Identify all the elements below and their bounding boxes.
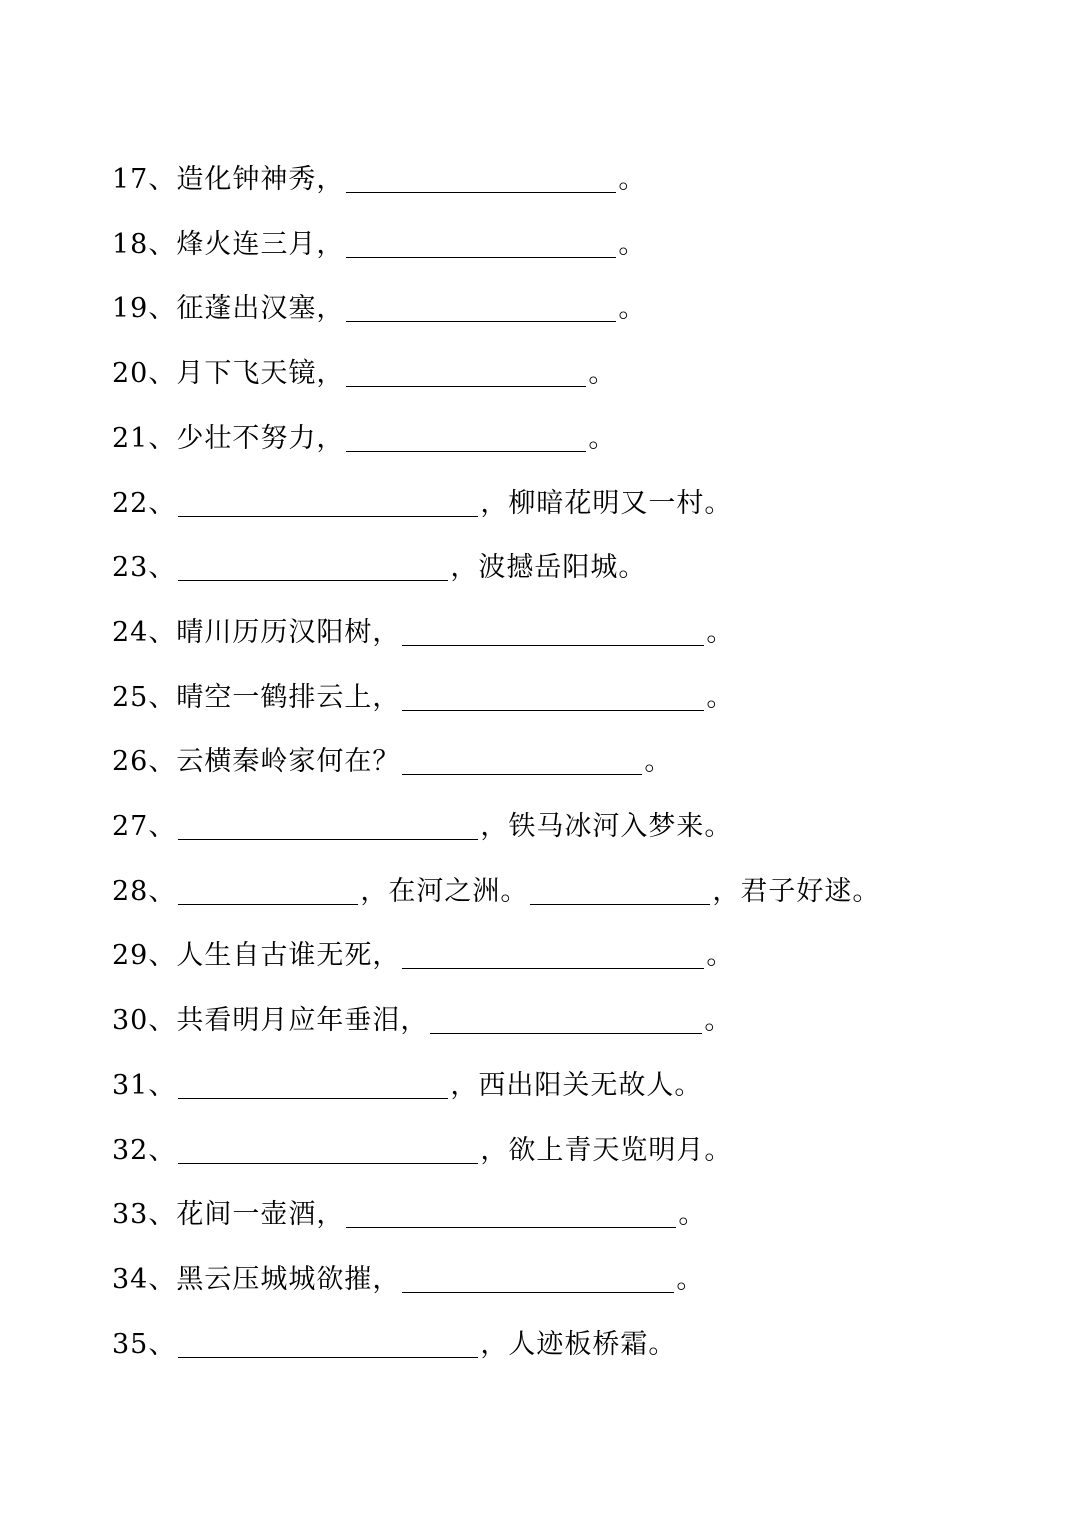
question-number: 20、 xyxy=(112,358,177,390)
poem-text: 。 xyxy=(706,681,735,713)
answer-blank[interactable] xyxy=(402,1291,674,1293)
poem-text: ，人迹板桥霜。 xyxy=(480,1328,677,1360)
question-number: 31、 xyxy=(112,1069,177,1101)
poem-text: ，欲上青天览明月。 xyxy=(480,1134,733,1166)
poem-text: 征蓬出汉塞， xyxy=(176,293,345,325)
answer-blank[interactable] xyxy=(346,385,586,387)
question-line xyxy=(112,411,616,455)
question-line xyxy=(112,1123,732,1167)
answer-blank[interactable] xyxy=(178,579,448,581)
poem-text: 。 xyxy=(706,616,735,648)
answer-blank[interactable] xyxy=(178,515,478,517)
poem-text: 烽火连三月， xyxy=(176,228,345,260)
poem-text: ，波撼岳阳城。 xyxy=(450,552,647,584)
question-line xyxy=(112,1317,676,1361)
answer-blank[interactable] xyxy=(178,903,358,905)
poem-text: 人生自古谁无死， xyxy=(176,940,401,972)
question-number: 27、 xyxy=(112,811,177,842)
question-number: 35、 xyxy=(112,1328,177,1360)
question-line xyxy=(112,864,880,908)
poem-text: 月下飞天镜， xyxy=(176,358,345,390)
answer-blank[interactable] xyxy=(346,450,586,452)
question-number: 32、 xyxy=(112,1134,177,1166)
question-number: 25、 xyxy=(112,681,177,713)
question-line xyxy=(112,1252,704,1296)
question-number: 22、 xyxy=(112,487,177,519)
question-number: 30、 xyxy=(112,1005,177,1037)
poem-text: 。 xyxy=(588,358,617,390)
question-number: 19、 xyxy=(112,293,177,325)
question-line xyxy=(112,1058,702,1102)
poem-text: 。 xyxy=(618,164,647,195)
question-number: 33、 xyxy=(112,1199,177,1231)
poem-text: ，铁马冰河入梦来。 xyxy=(480,811,733,842)
poem-text: 。 xyxy=(588,422,617,454)
poem-text: 。 xyxy=(618,228,647,260)
poem-text: 。 xyxy=(706,940,735,972)
question-number: 24、 xyxy=(112,616,177,648)
question-number: 23、 xyxy=(112,552,177,584)
answer-blank[interactable] xyxy=(346,1226,676,1228)
question-line xyxy=(112,540,646,584)
question-line xyxy=(112,605,734,649)
question-number: 21、 xyxy=(112,422,177,454)
answer-blank[interactable] xyxy=(402,709,704,711)
question-line xyxy=(112,476,732,520)
answer-blank[interactable] xyxy=(178,1097,448,1099)
poem-text: 造化钟神秀， xyxy=(176,164,345,195)
question-line xyxy=(112,799,732,843)
question-number: 17、 xyxy=(112,164,177,195)
question-line xyxy=(112,1187,706,1231)
question-number: 28、 xyxy=(112,875,177,907)
poem-text: 。 xyxy=(678,1199,707,1231)
answer-blank[interactable] xyxy=(346,320,616,322)
question-number: 34、 xyxy=(112,1263,177,1295)
question-line xyxy=(112,346,616,390)
question-line xyxy=(112,217,646,261)
question-line xyxy=(112,928,734,972)
answer-blank[interactable] xyxy=(430,1032,702,1034)
poem-text: 花间一壶酒， xyxy=(176,1199,345,1231)
poem-text: 少壮不努力， xyxy=(176,422,345,454)
poem-text: 共看明月应年垂泪， xyxy=(176,1005,429,1037)
answer-blank[interactable] xyxy=(530,903,710,905)
question-line xyxy=(112,993,732,1037)
poem-text: 黑云压城城欲摧， xyxy=(176,1263,401,1295)
poem-text: ，在河之洲。 xyxy=(360,875,529,907)
answer-blank[interactable] xyxy=(402,644,704,646)
poem-text: 。 xyxy=(618,293,647,325)
poem-text: 云横秦岭家何在？ xyxy=(176,746,401,778)
poem-text: 。 xyxy=(704,1005,733,1037)
poem-text: ，君子好逑。 xyxy=(712,875,881,907)
poem-text: ，柳暗花明又一村。 xyxy=(480,487,733,519)
question-number: 18、 xyxy=(112,228,177,260)
poem-text: ，西出阳关无故人。 xyxy=(450,1069,703,1101)
answer-blank[interactable] xyxy=(178,1162,478,1164)
poem-text: 。 xyxy=(676,1263,705,1295)
question-number: 26、 xyxy=(112,746,177,778)
answer-blank[interactable] xyxy=(346,256,616,258)
poem-text: 晴空一鹤排云上， xyxy=(176,681,401,713)
question-number: 29、 xyxy=(112,940,177,972)
answer-blank[interactable] xyxy=(178,838,478,840)
answer-blank[interactable] xyxy=(346,191,616,193)
answer-blank[interactable] xyxy=(178,1356,478,1358)
poem-text: 。 xyxy=(644,746,673,778)
question-line xyxy=(112,152,646,196)
question-line xyxy=(112,281,646,325)
question-line xyxy=(112,734,672,778)
answer-blank[interactable] xyxy=(402,773,642,775)
answer-blank[interactable] xyxy=(402,967,704,969)
question-line xyxy=(112,670,734,714)
poem-text: 晴川历历汉阳树， xyxy=(176,616,401,648)
